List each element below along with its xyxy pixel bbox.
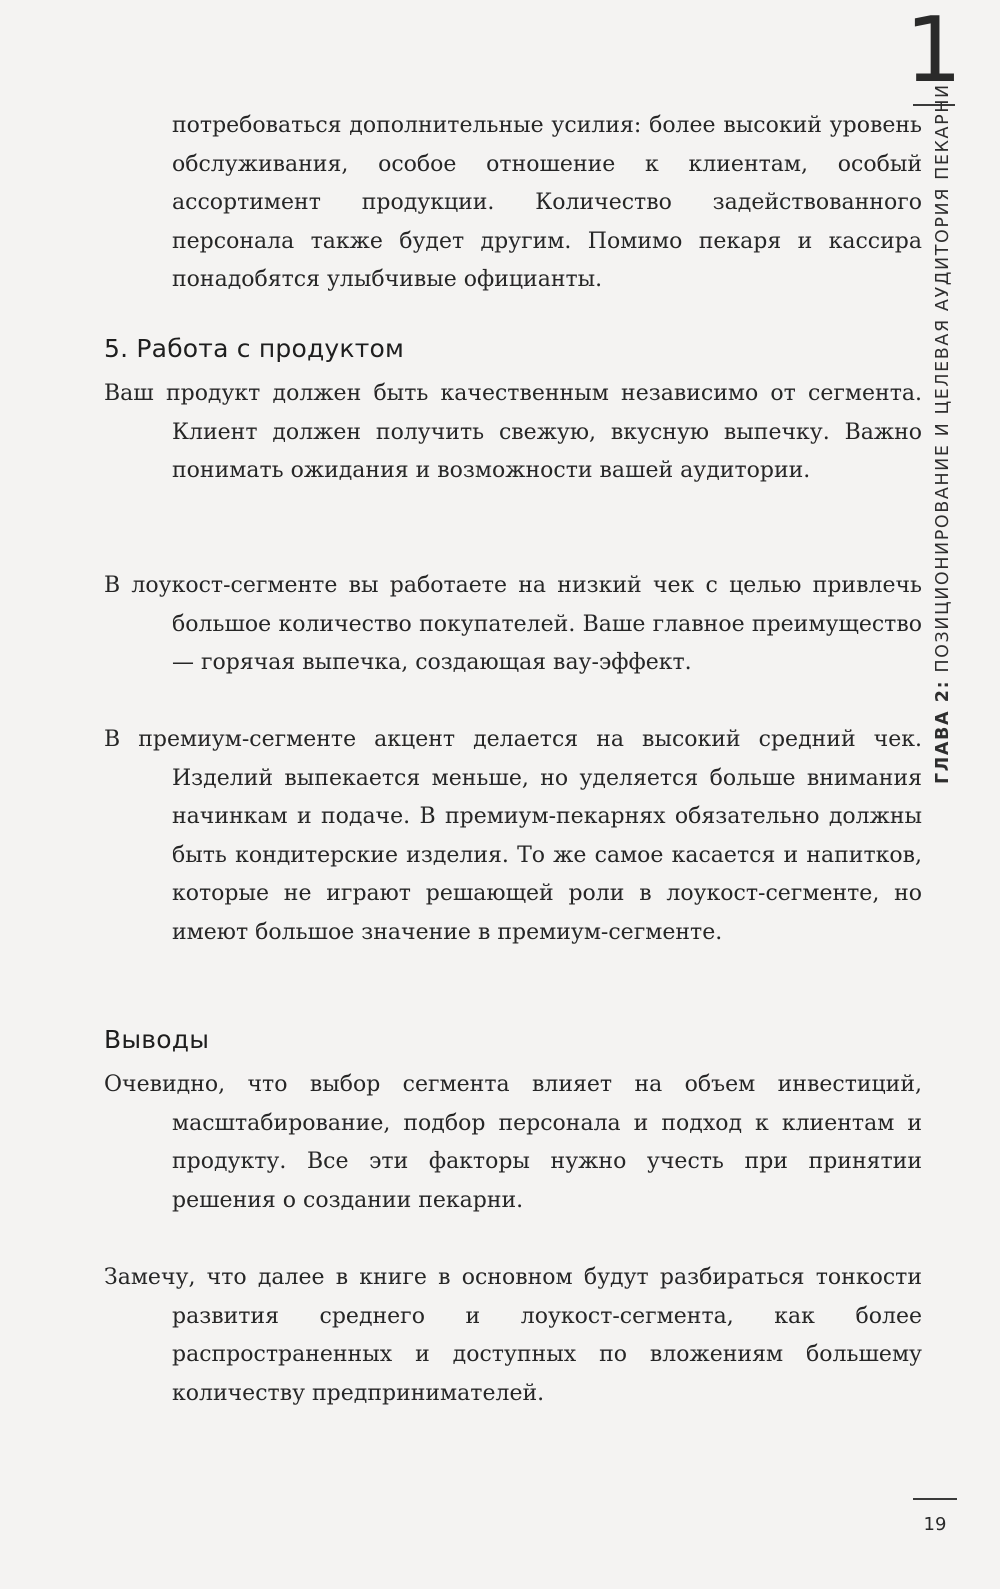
chapter-number: 1 <box>905 0 963 103</box>
paragraph-lowcost: В лоукост-сегменте вы работаете на низкий чек с целью привлечь большое количество покупателей. Ваше главное преимущество — горячая выпечка, создающая вау-эффект. <box>104 573 922 675</box>
heading-conclusions: Выводы <box>104 1025 210 1054</box>
page-number-rule <box>913 1498 957 1500</box>
paragraph-conclusion-2: Замечу, что далее в книге в основном будут разбираться тонкости развития среднего и лоукост-сегмента, как более распространенных и доступных по вложениям большему количеству предпринимателей. <box>104 1265 922 1406</box>
running-title-label: ГЛАВА 2: <box>933 679 953 784</box>
paragraph-product: Ваш продукт должен быть качественным независимо от сегмента. Клиент должен получить свежую, вкусную выпечку. Важно понимать ожидания и возможности вашей аудитории. <box>104 381 922 483</box>
running-title-text: ПОЗИЦИОНИРОВАНИЕ И ЦЕЛЕВАЯ АУДИТОРИЯ ПЕКАРНИ <box>933 83 953 673</box>
heading-product-work: 5. Работа с продуктом <box>104 334 405 363</box>
page-number: 19 <box>923 1514 947 1535</box>
running-title <box>933 83 953 784</box>
paragraph-intro: потребоваться дополнительные усилия: более высокий уровень обслуживания, особое отношение к клиентам, особый ассортимент продукции. Количество задействованного персонала также будет другим. Помимо пекаря и кассира понадобятся улыбчивые официанты. <box>172 113 922 292</box>
paragraph-premium: В премиум-сегменте акцент делается на высокий средний чек. Изделий выпекается меньше, но уделяется больше внимания начинкам и подаче. В премиум-пекарнях обязательно должны быть кондитерские изделия. То же самое касается и напитков, которые не играют решающей роли в лоукост-сегменте, но имеют большое значение в премиум-сегменте. <box>104 727 922 945</box>
paragraph-conclusion-1: Очевидно, что выбор сегмента влияет на объем инвестиций, масштабирование, подбор персонала и подход к клиентам и продукту. Все эти факторы нужно учесть при принятии решения о создании пекарни. <box>104 1072 922 1213</box>
